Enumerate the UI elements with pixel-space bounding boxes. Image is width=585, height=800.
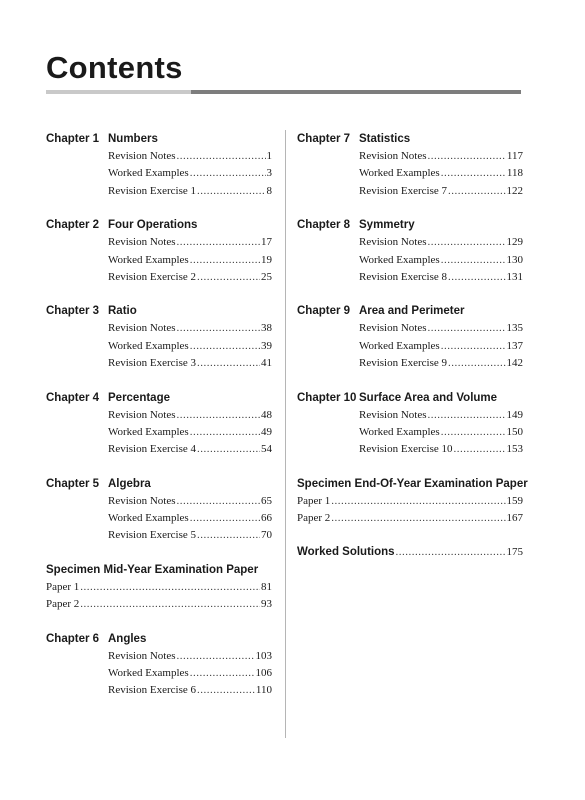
dot-leader	[190, 510, 260, 527]
toc-entry-page: 149	[506, 408, 523, 421]
toc-entry-page: 106	[255, 667, 272, 680]
chapter-number: Chapter 5	[46, 477, 100, 490]
toc-entry-page: 38	[261, 322, 272, 335]
dot-leader	[190, 165, 266, 182]
toc-entry-label: Revision Exercise 8	[359, 270, 447, 283]
toc-entry[interactable]	[46, 252, 272, 269]
toc-entry[interactable]	[46, 148, 272, 165]
chapter-block	[46, 130, 272, 200]
chapter-block	[297, 130, 523, 200]
dot-leader	[177, 320, 260, 337]
dot-leader	[197, 527, 260, 544]
dot-leader	[448, 269, 506, 286]
chapter-title: Algebra	[108, 477, 151, 490]
dot-leader	[441, 165, 506, 182]
toc-entry-page: 8	[266, 184, 272, 197]
dot-leader	[177, 148, 266, 165]
chapter-heading[interactable]	[46, 630, 272, 648]
toc-entry-page: 117	[506, 150, 523, 162]
toc-entry-label: Revision Notes	[108, 494, 176, 507]
toc-entry-page: 39	[261, 339, 272, 352]
toc-entry-label: Worked Examples	[108, 339, 189, 352]
toc-entry[interactable]	[297, 183, 523, 200]
toc-entry[interactable]	[46, 320, 272, 337]
toc-entry-label: Paper 2	[46, 598, 80, 611]
toc-entry[interactable]	[46, 510, 272, 527]
toc-entry-label: Paper 1	[46, 580, 80, 593]
chapter-number: Chapter 6	[46, 632, 100, 645]
chapter-heading[interactable]	[297, 216, 523, 234]
toc-entry-page: 66	[261, 512, 272, 525]
toc-entry-label: Worked Examples	[108, 253, 189, 266]
toc-entry-label: Revision Notes	[359, 236, 427, 249]
chapter-number: Chapter 1	[46, 133, 100, 145]
toc-entry-label: Revision Exercise 10	[359, 443, 453, 456]
toc-entry-label: Worked Examples	[359, 339, 440, 352]
toc-entry-label: Revision Exercise 9	[359, 357, 447, 370]
page-title: Contents	[46, 50, 183, 85]
chapter-title: Four Operations	[108, 219, 198, 232]
toc-entry-label: Revision Exercise 2	[108, 270, 196, 283]
toc-entry[interactable]	[297, 493, 523, 510]
dot-leader	[177, 234, 260, 251]
toc-entry[interactable]	[297, 510, 523, 527]
toc-entry-page: 17	[261, 236, 272, 249]
toc-entry-page: 135	[506, 322, 523, 335]
dot-leader	[428, 234, 506, 251]
toc-entry[interactable]	[46, 596, 272, 613]
dot-leader	[428, 320, 506, 337]
toc-entry[interactable]	[46, 338, 272, 355]
chapter-title: Numbers	[108, 133, 158, 145]
toc-entry-label: Revision Notes	[359, 322, 427, 335]
toc-entry-page: 54	[261, 443, 272, 456]
dot-leader	[197, 183, 266, 200]
toc-entry[interactable]	[297, 355, 523, 372]
toc-entry-label: Revision Exercise 3	[108, 357, 196, 370]
chapter-title: Ratio	[108, 305, 137, 318]
toc-entry-page: 142	[506, 357, 523, 370]
toc-entry-label: Revision Notes	[108, 322, 176, 335]
chapter-heading[interactable]	[297, 302, 523, 320]
dot-leader	[428, 148, 506, 165]
dot-leader	[177, 493, 260, 510]
toc-entry[interactable]	[297, 320, 523, 337]
dot-leader	[177, 407, 260, 424]
toc-entry[interactable]	[46, 269, 272, 286]
dot-leader	[190, 252, 260, 269]
toc-entry[interactable]	[297, 407, 523, 424]
right-chapter-list	[297, 130, 523, 459]
chapter-number: Chapter 8	[297, 219, 351, 232]
toc-entry-label: Paper 1	[297, 494, 331, 507]
chapter-number: Chapter 2	[46, 219, 100, 232]
dot-leader	[441, 424, 506, 441]
dot-leader	[428, 407, 506, 424]
chapter-heading[interactable]	[46, 130, 272, 148]
chapter-title: Statistics	[359, 133, 411, 145]
toc-entry-page: 167	[506, 512, 523, 525]
dot-leader	[190, 665, 255, 682]
toc-entry[interactable]	[46, 234, 272, 251]
toc-entry[interactable]	[46, 165, 272, 182]
toc-entry-label: Revision Notes	[359, 150, 427, 162]
worked-solutions-label: Worked Solutions	[297, 546, 395, 559]
left-chapter-list	[46, 130, 272, 545]
chapter-block	[46, 630, 272, 700]
chapter-number: Chapter 7	[297, 133, 351, 145]
toc-entry[interactable]	[46, 424, 272, 441]
chapter-heading[interactable]	[46, 389, 272, 407]
dot-leader	[197, 355, 260, 372]
chapter-block	[46, 302, 272, 372]
chapter-heading[interactable]	[46, 475, 272, 493]
toc-entry-page: 81	[261, 580, 272, 593]
toc-entry-label: Worked Examples	[359, 167, 440, 180]
chapter-heading[interactable]	[46, 302, 272, 320]
chapter-title: Percentage	[108, 391, 171, 404]
chapter-number: Chapter 10	[297, 391, 357, 404]
toc-entry[interactable]	[46, 648, 272, 665]
toc-entry-label: Worked Examples	[108, 512, 189, 525]
dot-leader	[448, 183, 506, 200]
toc-entry-label: Worked Examples	[108, 167, 189, 180]
toc-entry-label: Revision Exercise 7	[359, 184, 447, 197]
toc-entry-page: 103	[255, 649, 272, 662]
toc-entry[interactable]	[46, 407, 272, 424]
toc-entry-page: 70	[261, 529, 272, 542]
chapter-title: Angles	[108, 632, 147, 645]
toc-entry-label: Revision Notes	[108, 236, 176, 249]
toc-entry-page: 129	[506, 236, 523, 249]
toc-entry[interactable]	[46, 183, 272, 200]
dot-leader	[441, 338, 506, 355]
toc-entry[interactable]	[297, 269, 523, 286]
dot-leader	[80, 579, 260, 596]
worked-solutions-page: 175	[506, 546, 523, 559]
toc-entry[interactable]	[46, 682, 272, 699]
toc-entry[interactable]	[297, 165, 523, 182]
toc-entry-page: 1	[266, 150, 272, 162]
end-of-year-entries	[297, 493, 523, 528]
dot-leader	[190, 338, 260, 355]
chapter-title: Surface Area and Volume	[359, 391, 498, 404]
dot-leader	[331, 510, 505, 527]
dot-leader	[396, 543, 506, 561]
toc-entry-label: Revision Exercise 6	[108, 684, 196, 697]
dot-leader	[331, 493, 505, 510]
chapter-6-slot	[46, 630, 272, 700]
dot-leader	[197, 441, 260, 458]
toc-entry-page: 3	[266, 167, 272, 180]
toc-entry-label: Worked Examples	[108, 667, 189, 680]
toc-entry-label: Paper 2	[297, 512, 331, 525]
toc-entry-page: 150	[506, 425, 523, 438]
chapter-number: Chapter 3	[46, 305, 100, 318]
toc-entry-page: 25	[261, 270, 272, 283]
toc-entry-page: 41	[261, 357, 272, 370]
chapter-heading[interactable]	[297, 389, 523, 407]
toc-entry-label: Revision Notes	[108, 150, 176, 162]
worked-solutions-entry[interactable]	[297, 543, 523, 561]
chapter-title: Symmetry	[359, 219, 415, 232]
toc-entry-page: 93	[261, 598, 272, 611]
toc-entry[interactable]	[46, 355, 272, 372]
toc-entry-page: 122	[506, 184, 523, 197]
chapter-heading[interactable]	[297, 130, 523, 148]
title-underline-dark	[191, 90, 521, 94]
mid-year-heading: Specimen Mid-Year Examination Paper	[46, 563, 259, 576]
chapter-block	[46, 475, 272, 545]
chapter-heading[interactable]	[46, 216, 272, 234]
toc-entry-page: 19	[261, 253, 272, 266]
end-of-year-heading: Specimen End-Of-Year Examination Paper	[297, 477, 528, 490]
toc-entry-page: 131	[506, 270, 523, 283]
dot-leader	[197, 682, 255, 699]
chapter-block	[46, 389, 272, 459]
mid-year-section	[46, 561, 272, 614]
dot-leader	[177, 648, 255, 665]
toc-entry[interactable]	[297, 441, 523, 458]
toc-entry-label: Revision Exercise 1	[108, 184, 196, 197]
toc-entry-page: 48	[261, 408, 272, 421]
mid-year-entries	[46, 579, 272, 614]
toc-entry-label: Revision Notes	[359, 408, 427, 421]
toc-entry-label: Revision Exercise 4	[108, 443, 196, 456]
toc-entry-page: 49	[261, 425, 272, 438]
left-column	[46, 130, 272, 716]
toc-entry-page: 159	[506, 494, 523, 507]
toc-entry-label: Worked Examples	[108, 425, 189, 438]
toc-entry-page: 130	[506, 253, 523, 266]
toc-entry[interactable]	[297, 338, 523, 355]
dot-leader	[441, 252, 506, 269]
toc-entry[interactable]	[46, 665, 272, 682]
toc-entry[interactable]	[297, 234, 523, 251]
dot-leader	[190, 424, 260, 441]
dot-leader	[448, 355, 506, 372]
toc-entry[interactable]	[46, 527, 272, 544]
chapter-number: Chapter 9	[297, 305, 351, 318]
toc-entry-page: 65	[261, 494, 272, 507]
title-underline-light	[46, 90, 191, 94]
chapter-title: Area and Perimeter	[359, 305, 465, 318]
end-of-year-section	[297, 475, 528, 528]
toc-entry[interactable]	[297, 148, 523, 165]
toc-entry-page: 137	[506, 339, 523, 352]
chapter-block	[297, 216, 523, 286]
toc-entry-page: 110	[255, 684, 272, 697]
toc-entry-label: Worked Examples	[359, 253, 440, 266]
toc-entry-page: 153	[506, 443, 523, 456]
toc-entry[interactable]	[46, 493, 272, 510]
toc-entry-label: Revision Notes	[108, 649, 176, 662]
toc-entry-page: 118	[506, 167, 523, 180]
toc-entry[interactable]	[297, 424, 523, 441]
dot-leader	[80, 596, 260, 613]
chapter-block	[297, 389, 523, 459]
toc-entry-label: Revision Exercise 5	[108, 529, 196, 542]
chapter-block	[297, 302, 523, 372]
toc-entry-label: Worked Examples	[359, 425, 440, 438]
column-divider	[285, 130, 286, 738]
right-column	[297, 130, 528, 561]
toc-entry-label: Revision Notes	[108, 408, 176, 421]
toc-entry[interactable]	[46, 441, 272, 458]
dot-leader	[197, 269, 260, 286]
chapter-block	[46, 216, 272, 286]
toc-entry[interactable]	[297, 252, 523, 269]
dot-leader	[453, 441, 505, 458]
toc-entry[interactable]	[46, 579, 272, 596]
chapter-number: Chapter 4	[46, 391, 100, 404]
